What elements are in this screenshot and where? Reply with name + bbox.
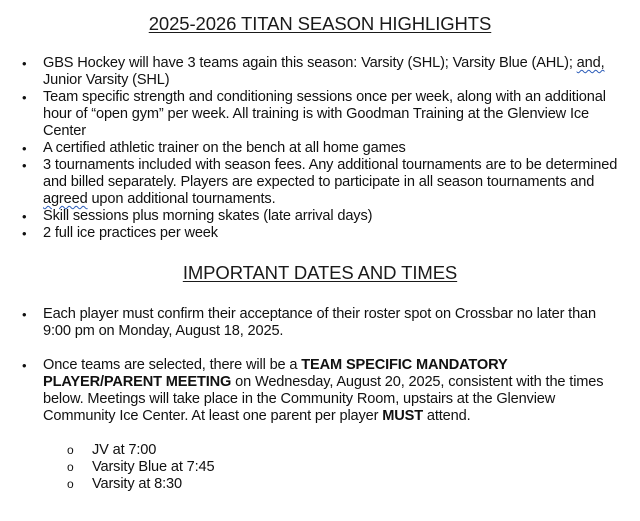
time-item: o Varsity at 8:30 <box>67 476 182 492</box>
bullet-icon: • <box>22 209 27 224</box>
circle-bullet-icon: o <box>67 477 74 491</box>
bold-text: TEAM SPECIFIC MANDATORY PLAYER/PARENT MEETING <box>43 357 508 390</box>
bold-text: MUST <box>382 408 423 424</box>
bullet-icon: • <box>22 226 27 241</box>
bullet-icon: • <box>22 358 27 373</box>
list-item: • Skill sessions plus morning skates (late arrival days) <box>22 208 373 224</box>
spellcheck-flagged-word: and, <box>576 55 605 71</box>
list-item: • Team specific strength and conditioning sessions once per week, along with an additional hour of “open gym” per week. All training is with Goodman Training at the Glenview Ice Center <box>22 89 606 139</box>
bullet-icon: • <box>22 158 27 173</box>
spellcheck-flagged-word: agreed <box>43 191 88 207</box>
bullet-icon: • <box>22 141 27 156</box>
list-item: • GBS Hockey will have 3 teams again this season: Varsity (SHL); Varsity Blue (AHL); and, Junior Varsity (SHL) <box>22 55 605 88</box>
bullet-icon: • <box>22 90 27 105</box>
list-item: • Each player must confirm their acceptance of their roster spot on Crossbar no later than 9:00 pm on Monday, August 18, 2025. <box>22 306 596 339</box>
bullet-icon: • <box>22 56 27 71</box>
meeting-times-list <box>0 442 214 493</box>
section-title-highlights: 2025-2026 TITAN SEASON HIGHLIGHTS <box>148 13 492 34</box>
dates-list <box>0 306 640 425</box>
list-item: • 2 full ice practices per week <box>22 225 218 241</box>
time-item: o JV at 7:00 <box>67 442 157 458</box>
list-item: • A certified athletic trainer on the bench at all home games <box>22 140 406 156</box>
time-item: o Varsity Blue at 7:45 <box>67 459 215 475</box>
list-item: • 3 tournaments included with season fees. Any additional tournaments are to be determined and billed separately. Players are expected to participate in all season tournaments and agreed upon additional tournaments. <box>22 157 618 207</box>
bullet-icon: • <box>22 307 27 322</box>
section-title-dates: IMPORTANT DATES AND TIMES <box>182 262 458 283</box>
circle-bullet-icon: o <box>67 460 74 474</box>
circle-bullet-icon: o <box>67 443 74 457</box>
list-item: • Once teams are selected, there will be a TEAM SPECIFIC MANDATORY PLAYER/PARENT MEETING on Wednesday, August 20, 2025, consistent with the times below. Meetings will take place in the Community Room, upstairs at the Glenview Community Ice Center. At least one parent per player MUST attend. <box>22 357 604 424</box>
highlights-list <box>0 55 640 242</box>
